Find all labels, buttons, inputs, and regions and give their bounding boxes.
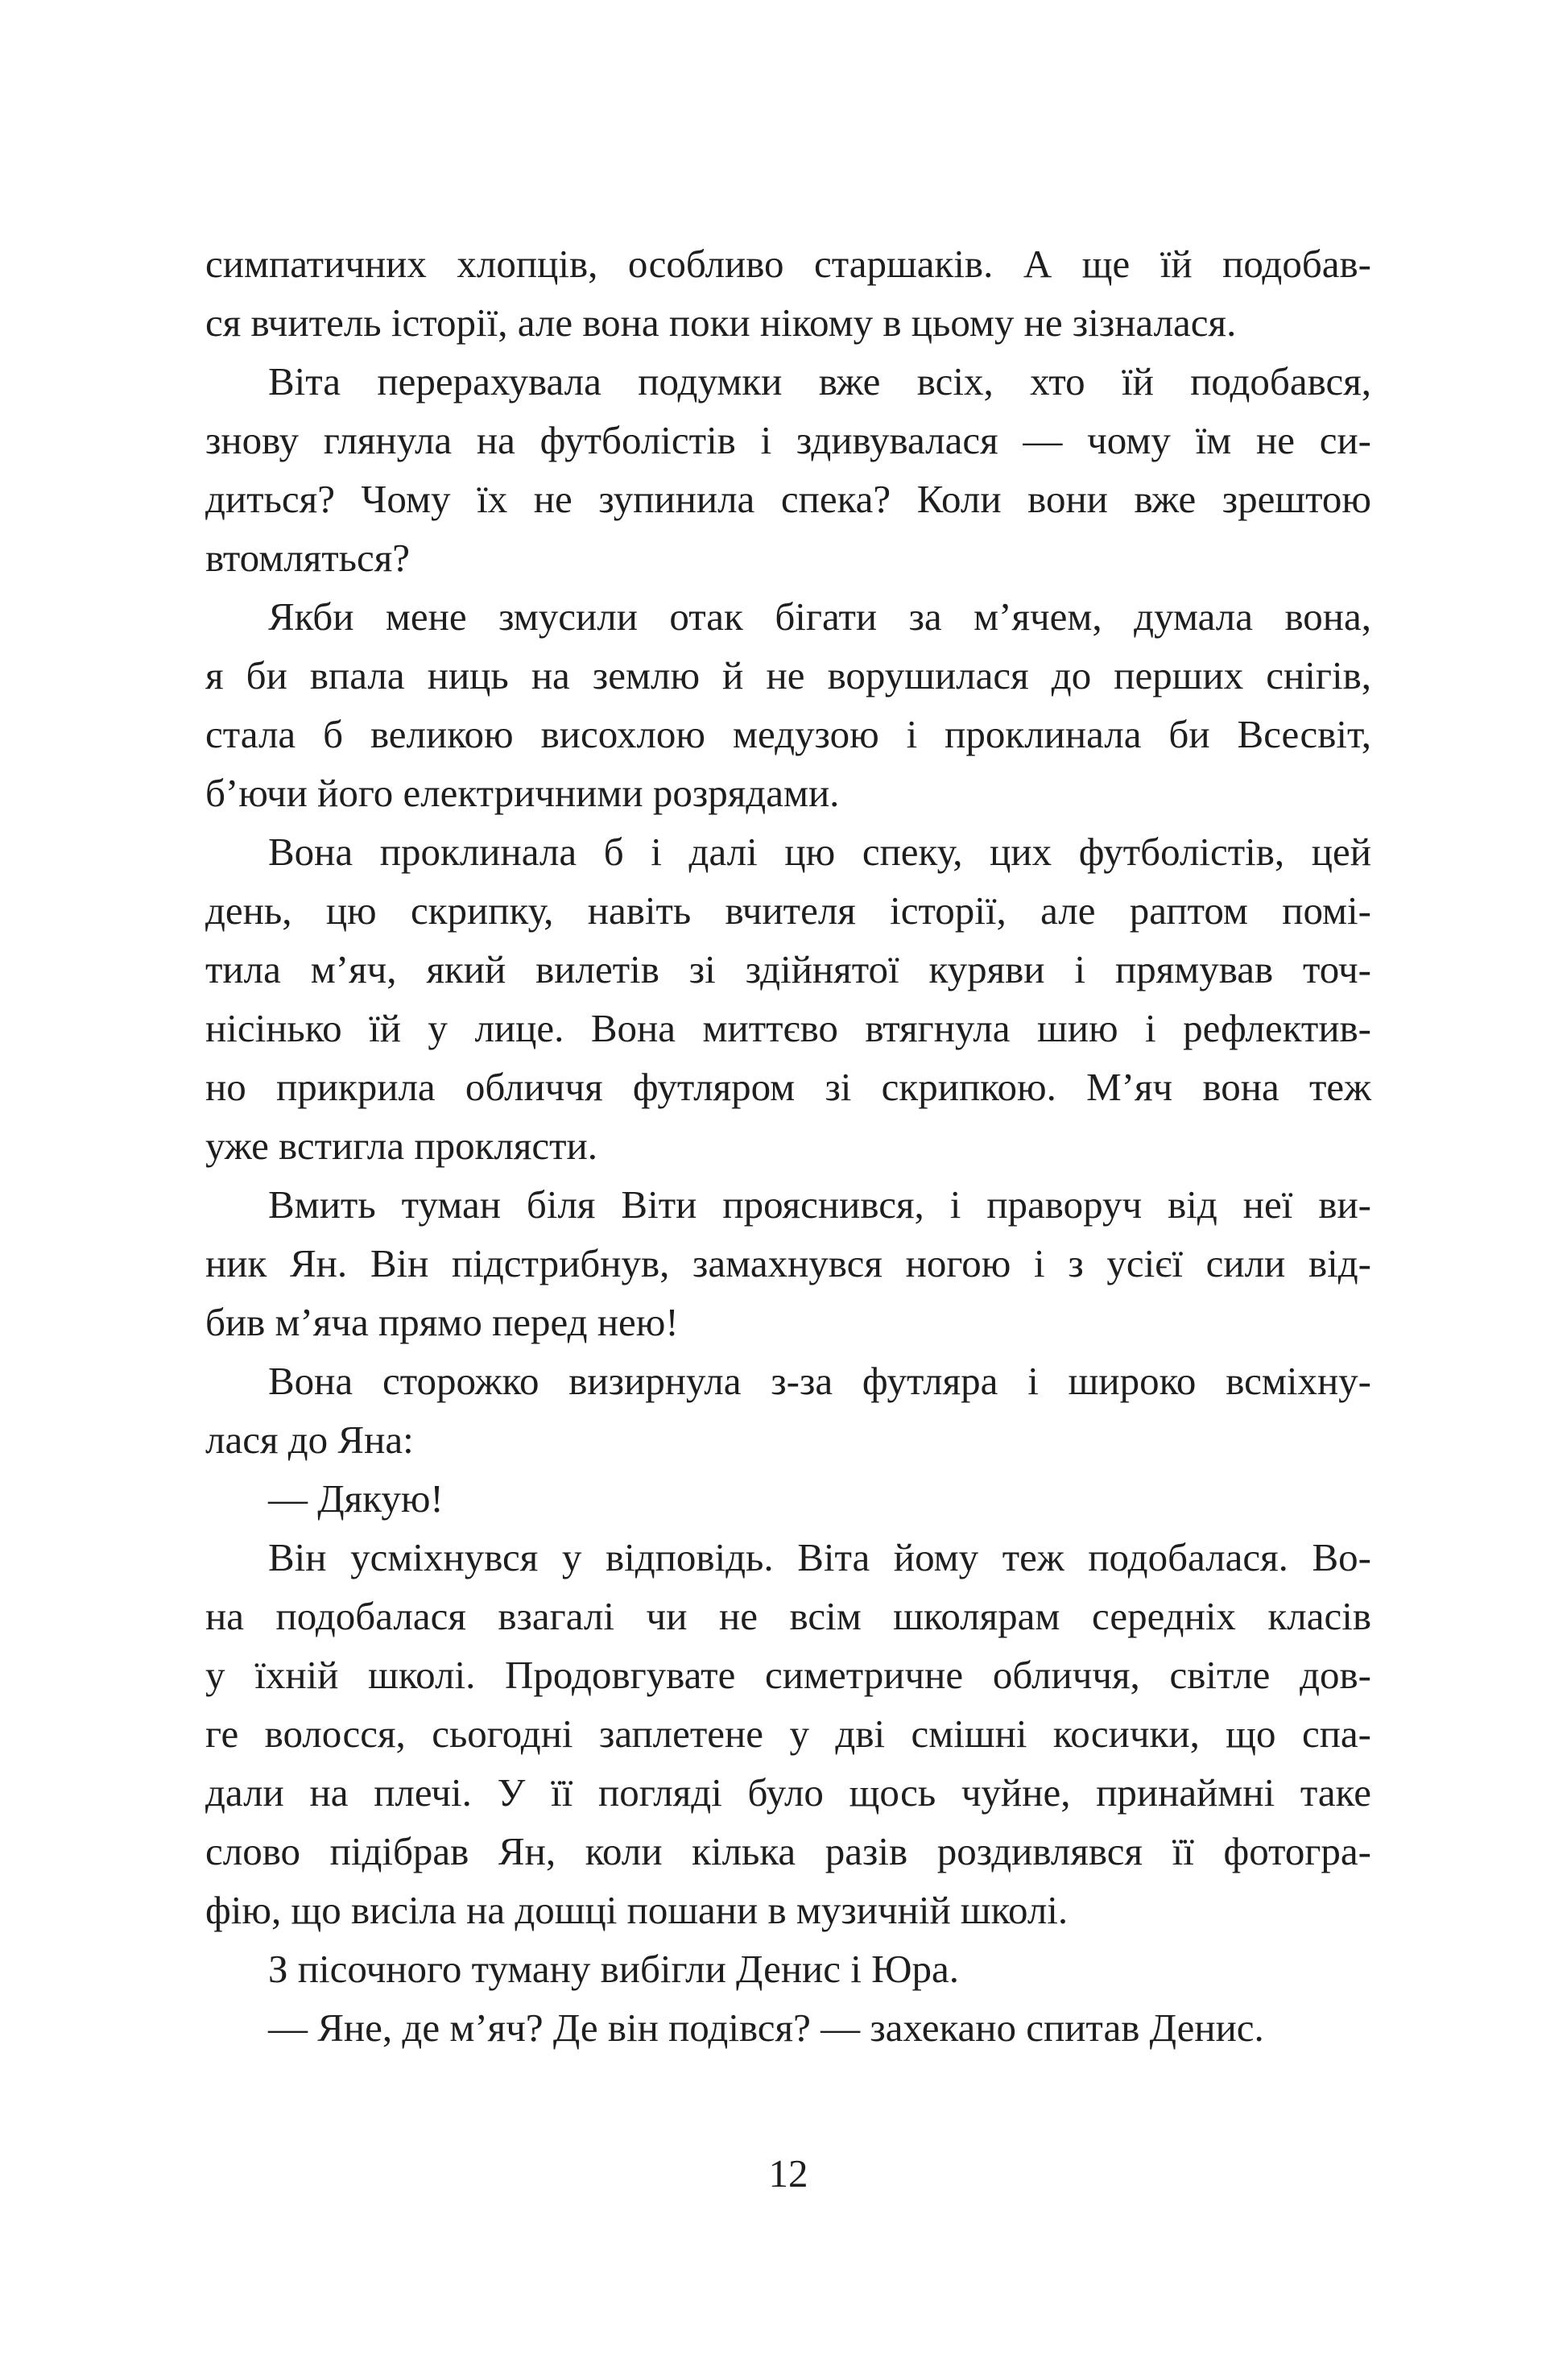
text-line: Якби мене змусили отак бігати за м’ячем, думала вона, — [268, 594, 1371, 639]
text-line: у їхній школі. Продовгувате симетричне обличчя, світле дов- — [205, 1653, 1371, 1697]
paragraph — [205, 587, 1371, 822]
paragraph — [205, 1998, 1371, 2057]
text-line: ся вчитель історії, але вона поки нікому в цьому не зізналася. — [205, 300, 1237, 345]
text-line: бив м’яча прямо перед нею! — [205, 1300, 679, 1344]
paragraph — [205, 1528, 1371, 1939]
text-line: Він усміхнувся у відповідь. Віта йому теж подобалася. Во- — [268, 1535, 1371, 1579]
text-line: Вона проклинала б і далі цю спеку, цих футболістів, цей — [268, 830, 1371, 874]
text-line: знову глянула на футболістів і здивувалася — чому їм не си- — [205, 418, 1371, 462]
text-line dialogue-line: — Яне, де м’яч? Де він подівся? — захекано спитав Денис. — [268, 2005, 1264, 2050]
text-line: нісінько їй у лице. Вона миттєво втягнула шию і рефлектив- — [205, 1006, 1371, 1050]
text-line: я би впала ниць на землю й не ворушилася до перших снігів, — [205, 653, 1371, 697]
paragraph — [205, 1175, 1371, 1351]
paragraph — [205, 352, 1371, 587]
page-number: 12 — [768, 2151, 808, 2196]
text-line: лася до Яна: — [205, 1418, 414, 1462]
text-line: З пісочного туману вибігли Денис і Юра. — [268, 1947, 960, 1991]
text-line: стала б великою висохлою медузою і проклинала би Всесвіт, — [205, 712, 1371, 756]
text-line: ге волосся, сьогодні заплетене у дві смішні косички, що спа- — [205, 1712, 1371, 1756]
text-line: день, цю скрипку, навіть вчителя історії, але раптом помі- — [205, 888, 1371, 933]
paragraph — [205, 1351, 1371, 1469]
paragraph — [205, 234, 1371, 352]
text-line: диться? Чому їх не зупинила спека? Коли вони вже зрештою — [205, 477, 1371, 521]
paragraph — [205, 822, 1371, 1175]
text-line: Віта перерахувала подумки вже всіх, хто їй подобався, — [268, 359, 1371, 404]
text-line: Вмить туман біля Віти прояснився, і праворуч від неї ви- — [268, 1182, 1371, 1227]
paragraph — [205, 1469, 1371, 1528]
body-text — [205, 234, 1371, 2057]
text-line: тила м’яч, який вилетів зі здійнятої куряви і прямував точ- — [205, 947, 1371, 991]
text-line: фію, що висіла на дошці пошани в музичній школі. — [205, 1888, 1069, 1932]
text-line: на подобалася взагалі чи не всім школярам середніх класів — [205, 1594, 1371, 1638]
paragraph — [205, 1939, 1371, 1998]
text-line: б’ючи його електричними розрядами. — [205, 771, 840, 815]
text-line: ник Ян. Він підстрибнув, замахнувся ногою і з усієї сили від- — [205, 1241, 1371, 1285]
text-line: Вона сторожко визирнула з-за футляра і широко всміхну- — [268, 1359, 1371, 1403]
text-line: но прикрила обличчя футляром зі скрипкою. М’яч вона теж — [205, 1065, 1371, 1109]
text-line: дали на плечі. У її погляді було щось чуйне, принаймні таке — [205, 1770, 1371, 1815]
text-line: слово підібрав Ян, коли кілька разів роздивлявся її фотогра- — [205, 1829, 1371, 1873]
text-line: симпатичних хлопців, особливо старшаків. А ще їй подобав- — [205, 242, 1371, 286]
text-line: уже встигла проклясти. — [205, 1124, 598, 1168]
text-line: втомляться? — [205, 536, 411, 580]
text-line dialogue-line: — Дякую! — [268, 1476, 444, 1521]
